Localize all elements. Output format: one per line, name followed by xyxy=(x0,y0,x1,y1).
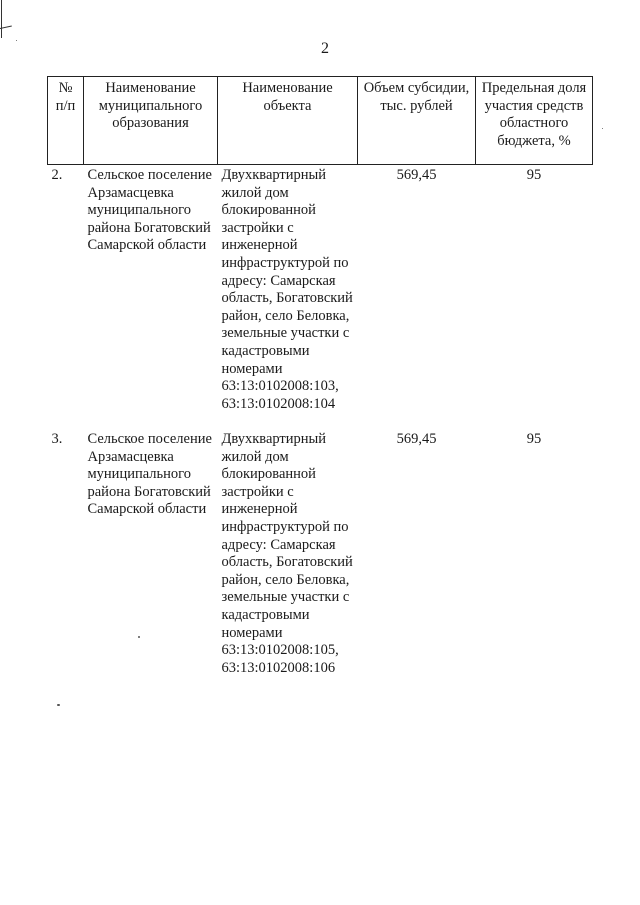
row-number: 2. xyxy=(51,167,63,183)
scan-speck xyxy=(57,704,60,706)
table-row xyxy=(48,165,593,430)
header-share: Предельная доля участия средств областного бюджета, % xyxy=(476,77,593,165)
scan-corner-mark xyxy=(1,0,2,38)
header-municipality: Наименование муниципального образования xyxy=(84,77,218,165)
row-volume: 569,45 xyxy=(396,431,437,447)
row-volume: 569,45 xyxy=(396,167,437,183)
scan-speck xyxy=(138,636,140,638)
row-municipality: Сельское поселение Арзамасцевка муниципального района Богатовский Самарской области xyxy=(87,167,212,254)
row-municipality: Сельское поселение Арзамасцевка муниципального района Богатовский Самарской области xyxy=(87,431,212,518)
table-row xyxy=(48,429,593,681)
table-header-row xyxy=(48,77,593,165)
scan-speck xyxy=(602,128,603,129)
row-share: 95 xyxy=(526,167,542,183)
row-object: Двухквартирный жилой дом блокированной застройки с инженерной инфраструктурой по адресу: Самарская область, Богатовский район, село Беловка, земельные участки с кадастровыми номерами 63:13:0102008:103, 63:13:0102008:104 xyxy=(221,167,353,412)
subsidy-table xyxy=(47,76,593,681)
scan-speck xyxy=(16,40,17,41)
row-number: 3. xyxy=(51,431,63,447)
row-object: Двухквартирный жилой дом блокированной застройки с инженерной инфраструктурой по адресу: Самарская область, Богатовский район, село Беловка, земельные участки с кадастровыми номерами 63:13:0102008:105, 63:13:0102008:106 xyxy=(221,431,353,676)
header-object: Наименование объекта xyxy=(218,77,358,165)
header-volume: Объем субсидии, тыс. рублей xyxy=(358,77,476,165)
row-share: 95 xyxy=(526,431,542,447)
page-number: 2 xyxy=(321,40,329,57)
header-num: № п/п xyxy=(48,77,84,165)
